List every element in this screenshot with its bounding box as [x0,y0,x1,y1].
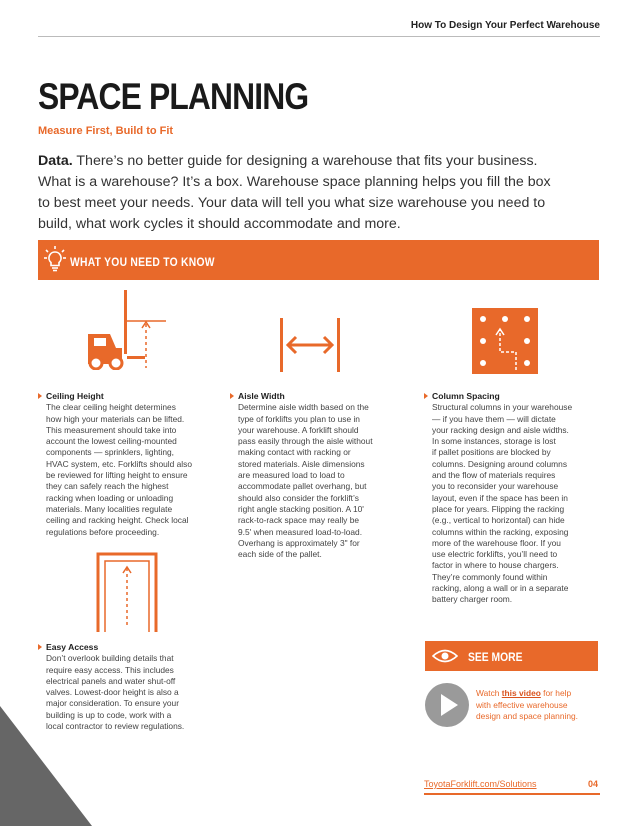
column-spacing-heading: Column Spacing [432,391,604,402]
body-line: stored materials. Aisle dimensions [238,458,365,469]
intro-line: There’s no better guide for designing a warehouse that fits your business. [72,153,538,169]
body-line: local contractor to review regulations. [46,721,185,732]
ceiling-height-heading: Ceiling Height [46,391,216,402]
ceiling-height-section [46,391,216,538]
body-line: pass easily through the aisle without [238,436,373,447]
body-line: should also consider the forklift’s [238,492,359,503]
body-line: Don’t overlook building details that [46,653,174,664]
intro-line: build, what work cycles it should accommodate and more. [38,216,401,232]
lightbulb-icon [44,246,66,274]
body-line: rack-to-rack space may really be [238,515,360,526]
banner-label: WHAT YOU NEED TO KNOW [70,255,215,269]
intro-line: to best meet your needs. Your data will tell you what size warehouse you need to [38,195,546,211]
body-line: HVAC system, etc. Forklifts should also [46,458,192,469]
body-line: more of the warehouse floor. If you [432,537,561,548]
body-line: be reviewed for lifting height to ensure [46,470,188,481]
body-line: Determine aisle width based on the [238,402,369,413]
body-line: if pallet positions are blocked by [432,447,551,458]
body-line: building is up to code, work with a [46,709,172,720]
body-line: type of forklifts you plan to use in [238,413,360,424]
body-line: Structural columns in your warehouse [432,402,573,413]
intro-paragraph [38,151,598,235]
body-line: how high your materials can be lifted. [46,413,185,424]
body-line: your racking design and aisle widths. [432,424,569,435]
aisle-width-section [238,391,408,560]
video-line: with effective warehouse [476,699,568,710]
body-line: battery charger room. [432,594,513,605]
body-line: This measurement should take into [46,424,177,435]
page-title: SPACE PLANNING [38,76,309,117]
header-divider [38,36,600,37]
body-line: components — sprinklers, lighting, [46,447,175,458]
body-line: factor in where to house chargers. [432,560,559,571]
body-line: Overhang is approximately 3" for [238,537,360,548]
body-line: account the lowest ceiling-mounted [46,436,177,447]
body-line: right angle stacking position. A 10' [238,503,364,514]
body-line: — if you have them — will dictate [432,413,556,424]
body-line: racking when loading or unloading [46,492,174,503]
door-height-icon [96,552,158,632]
body-line: regulations before proceeding. [46,526,160,537]
video-caption [476,688,601,723]
body-line: use electric forklifts, you’ll need to [432,549,558,560]
body-line: accommodate pallet overhang, but [238,481,367,492]
body-line: each side of the pallet. [238,549,322,560]
aisle-width-heading: Aisle Width [238,391,408,402]
body-line: electrical panels and water shut-off [46,675,176,686]
column-grid-icon [472,308,538,374]
body-line: ceiling and racking height. Check local [46,515,189,526]
easy-access-heading: Easy Access [46,642,226,653]
body-line: materials. Many localities regulate [46,503,173,514]
body-line: making contact with racking or [238,447,351,458]
body-line: layout, even if the space has been in [432,492,568,503]
body-line: In some instances, storage is lost [432,436,556,447]
play-button-icon[interactable] [425,683,469,727]
eye-icon [432,648,458,664]
video-link[interactable]: this video [501,688,541,698]
body-line: valves. Lowest-door height is also a [46,687,179,698]
document-header: How To Design Your Perfect Warehouse [410,20,600,31]
body-line: The clear ceiling height determines [46,402,176,413]
footer-divider [424,793,600,795]
forklift-ceiling-icon [86,290,168,370]
body-line: they can safely reach the highest [46,481,169,492]
intro-line: What is a warehouse? It’s a box. Warehouse space planning helps you fill the box [38,174,551,190]
aisle-width-icon [278,318,342,372]
page-subtitle: Measure First, Build to Fit [38,125,174,137]
video-line: design and space planning. [476,711,578,721]
footer-link[interactable]: ToyotaForklift.com/Solutions [424,779,537,789]
video-post-text: for help [540,688,572,698]
video-pre-text: Watch [476,688,502,698]
body-line: (e.g., vertical to horizontal) can hide [432,515,565,526]
body-line: are measured load to load to [238,470,345,481]
body-line: and the flow of materials requires [432,470,556,481]
body-line: 9.5' when measured load-to-load. [238,526,363,537]
body-line: major consideration. To ensure your [46,698,179,709]
see-more-label: SEE MORE [468,650,523,664]
column-spacing-section [432,391,604,606]
body-line: require easy access. This includes [46,664,174,675]
corner-decoration [0,706,92,826]
body-line: your warehouse. A forklift should [238,424,359,435]
body-line: They’re commonly found within [432,571,548,582]
body-line: place for years. Flipping the racking [432,503,565,514]
page-number: 04 [588,779,599,789]
body-line: you to reconsider your warehouse [432,481,559,492]
body-line: racking, along a wall or in a separate [432,583,569,594]
intro-lead: Data. [38,153,73,169]
body-line: columns. Designing around columns [432,458,568,469]
body-line: columns within the racking, exposing [432,526,569,537]
